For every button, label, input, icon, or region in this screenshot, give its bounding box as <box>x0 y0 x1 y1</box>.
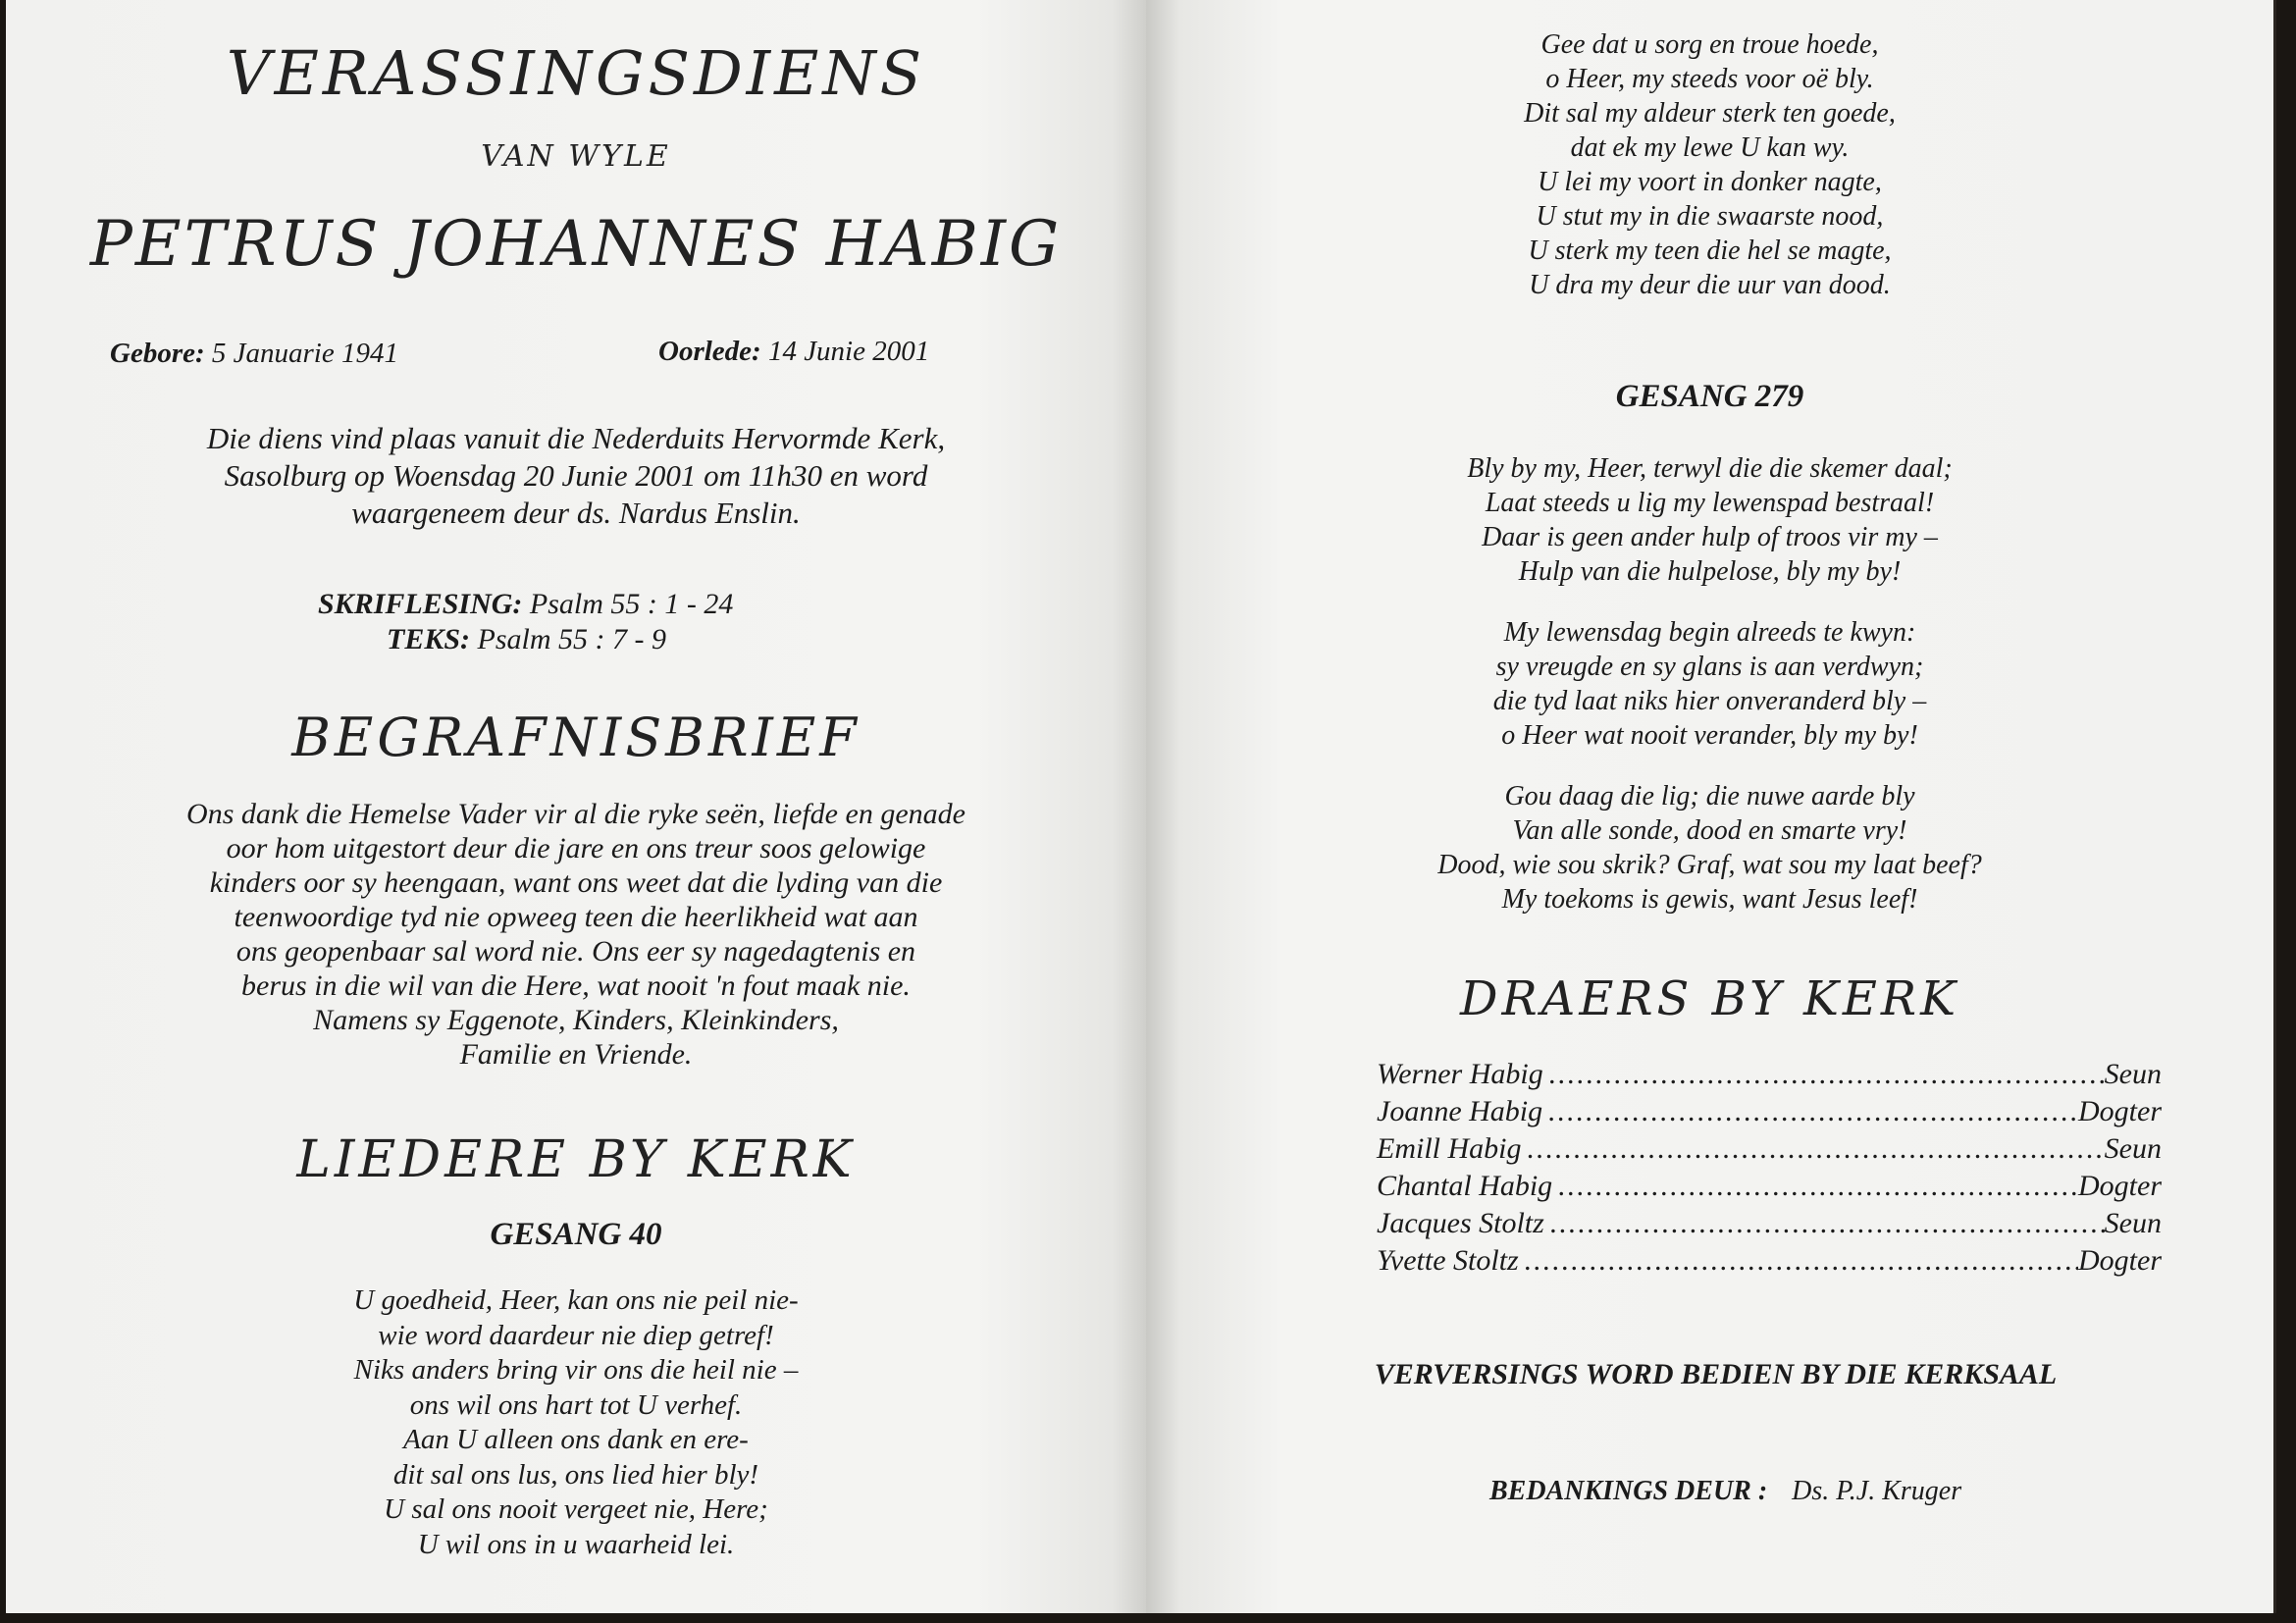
pallbearer-row <box>1377 1205 2162 1242</box>
hymn-line: Gee dat u sorg en troue hoede, <box>1540 29 1879 60</box>
hymn-line: Dit sal my aldeur sterk ten goede, <box>1524 98 1896 129</box>
reading-value: Psalm 55 : 1 - 24 <box>529 588 734 620</box>
pallbearer-name: Emill Habig <box>1377 1132 1522 1165</box>
hymn-40-lyrics <box>6 1283 1146 1562</box>
thanks-line <box>1489 1476 1961 1507</box>
dot-leader <box>1543 1056 2105 1093</box>
hymn-line: o Heer wat nooit verander, bly my by! <box>1501 720 1918 751</box>
letter-line: berus in die wil van die Here, wat nooit 'n fout maak nie. <box>241 969 911 1002</box>
letter-line: Familie en Vriende. <box>459 1038 693 1071</box>
death-date <box>658 336 929 368</box>
service-info-line: Die diens vind plaas vanuit die Nederduits Hervormde Kerk, <box>206 421 946 455</box>
reading-label: TEKS: <box>387 623 471 655</box>
pallbearer-relation: Seun <box>2104 1132 2162 1165</box>
hymn-line: ons wil ons hart tot U verhef. <box>409 1388 743 1421</box>
dot-leader <box>1519 1242 2078 1280</box>
pallbearer-relation: Dogter <box>2078 1244 2162 1277</box>
pallbearer-relation: Seun <box>2104 1058 2162 1090</box>
hymn-line: U sterk my teen die hel se magte, <box>1528 236 1892 266</box>
letter-line: Namens sy Eggenote, Kinders, Kleinkinders, <box>313 1004 839 1036</box>
pallbearer-row <box>1377 1130 2162 1168</box>
service-subtitle: VAN WYLE <box>481 139 671 174</box>
service-info-line: waargeneem deur ds. Nardus Enslin. <box>351 496 801 530</box>
pallbearer-row <box>1377 1093 2162 1130</box>
pallbearer-row <box>1377 1056 2162 1093</box>
hymn-line: Daar is geen ander hulp of troos vir my – <box>1482 522 1938 552</box>
hymn-line: dit sal ons lus, ons lied hier bly! <box>392 1458 759 1491</box>
pallbearer-name: Werner Habig <box>1377 1058 1543 1090</box>
songs-heading: LIEDERE BY KERK <box>296 1130 856 1189</box>
letter-line: teenwoordige tyd nie opweeg teen die heerlikheid wat aan <box>234 901 918 933</box>
letter-line: ons geopenbaar sal word nie. Ons eer sy nagedagtenis en <box>235 935 916 968</box>
thanks-value: Ds. P.J. Kruger <box>1792 1476 1962 1506</box>
refreshments-notice: VERVERSINGS WORD BEDIEN BY DIE KERKSAAL <box>1374 1358 2058 1390</box>
pallbearer-row <box>1377 1242 2162 1280</box>
left-page <box>6 0 1146 1613</box>
letter-line: kinders oor sy heengaan, want ons weet dat die lyding van die <box>209 866 943 899</box>
reading-value: Psalm 55 : 7 - 9 <box>477 623 667 655</box>
dot-leader <box>1552 1168 2078 1205</box>
hymn-279-heading: GESANG 279 <box>1615 379 1804 414</box>
service-info <box>6 420 1146 532</box>
reading-row <box>318 587 733 622</box>
scripture-readings <box>318 587 733 657</box>
hymn-line: sy vreugde en sy glans is aan verdwyn; <box>1495 652 1924 682</box>
birth-label: Gebore: <box>110 338 205 369</box>
hymn-40-continued <box>1146 27 2273 302</box>
right-page <box>1146 0 2276 1613</box>
hymn-line: U goedheid, Heer, kan ons nie peil nie- <box>353 1284 799 1316</box>
dot-leader <box>1544 1205 2105 1242</box>
hymn-line: Dood, wie sou skrik? Graf, wat sou my laat beef? <box>1437 850 1982 880</box>
hymn-40-heading: GESANG 40 <box>490 1217 662 1252</box>
hymn-line: o Heer, my steeds voor oë bly. <box>1545 64 1874 94</box>
deceased-name: PETRUS JOHANNES HABIG <box>89 208 1063 281</box>
dot-leader <box>1542 1093 2078 1130</box>
hymn-line: Hulp van die hulpelose, bly my by! <box>1518 556 1902 587</box>
service-info-line: Sasolburg op Woensdag 20 Junie 2001 om 11h30 en word <box>224 458 928 493</box>
hymn-line: U sal ons nooit vergeet nie, Here; <box>384 1493 768 1525</box>
hymn-line: Laat steeds u lig my lewenspad bestraal! <box>1485 488 1935 518</box>
funeral-letter-body <box>6 797 1146 1072</box>
booklet-spread <box>6 0 2276 1613</box>
hymn-line: Aan U alleen ons dank en ere- <box>403 1424 749 1455</box>
birth-value: 5 Januarie 1941 <box>211 338 398 369</box>
pallbearers-list <box>1377 1056 2162 1280</box>
hymn-279-verse-3 <box>1146 779 2273 916</box>
death-label: Oorlede: <box>658 336 761 367</box>
hymn-line: Van alle sonde, dood en smarte vry! <box>1512 815 1907 846</box>
funeral-letter-heading: BEGRAFNISBRIEF <box>291 707 861 768</box>
hymn-line: U lei my voort in donker nagte, <box>1538 167 1882 197</box>
pallbearer-name: Yvette Stoltz <box>1377 1244 1519 1277</box>
hymn-line: Bly by my, Heer, terwyl die die skemer daal; <box>1467 453 1953 484</box>
thanks-label: BEDANKINGS DEUR : <box>1489 1476 1768 1506</box>
hymn-line: U wil ons in u waarheid lei. <box>417 1528 735 1560</box>
hymn-line: die tyd laat niks hier onveranderd bly – <box>1492 686 1927 716</box>
hymn-line: Niks anders bring vir ons die heil nie – <box>353 1354 799 1386</box>
hymn-line: Gou daag die lig; die nuwe aarde bly <box>1504 781 1915 812</box>
hymn-line: U stut my in die swaarste nood, <box>1536 201 1884 232</box>
pallbearer-name: Chantal Habig <box>1377 1170 1553 1202</box>
pallbearer-relation: Dogter <box>2078 1170 2162 1202</box>
hymn-line: My lewensdag begin alreeds te kwyn: <box>1503 617 1916 648</box>
hymn-279-verse-2 <box>1146 615 2273 753</box>
pallbearer-name: Joanne Habig <box>1377 1095 1543 1127</box>
reading-label: SKRIFLESING: <box>318 588 523 620</box>
pallbearers-heading: DRAERS BY KERK <box>1460 971 1959 1026</box>
hymn-line: wie word daardeur nie diep getref! <box>378 1319 774 1351</box>
hymn-line: dat ek my lewe U kan wy. <box>1570 132 1850 163</box>
reading-row <box>318 622 733 657</box>
service-title: VERASSINGSDIENS <box>226 37 926 109</box>
pallbearer-relation: Seun <box>2104 1207 2162 1239</box>
pallbearer-row <box>1377 1168 2162 1205</box>
pallbearer-name: Jacques Stoltz <box>1377 1207 1544 1239</box>
pallbearer-relation: Dogter <box>2078 1095 2162 1127</box>
dot-leader <box>1522 1130 2105 1168</box>
letter-line: oor hom uitgestort deur die jare en ons treur soos gelowige <box>226 832 926 864</box>
letter-line: Ons dank die Hemelse Vader vir al die ryke seën, liefde en genade <box>186 798 965 830</box>
birth-date <box>110 338 398 370</box>
hymn-line: My toekoms is gewis, want Jesus leef! <box>1501 884 1918 915</box>
death-value: 14 Junie 2001 <box>767 336 930 367</box>
hymn-279-verse-1 <box>1146 451 2273 589</box>
hymn-line: U dra my deur die uur van dood. <box>1529 270 1891 300</box>
